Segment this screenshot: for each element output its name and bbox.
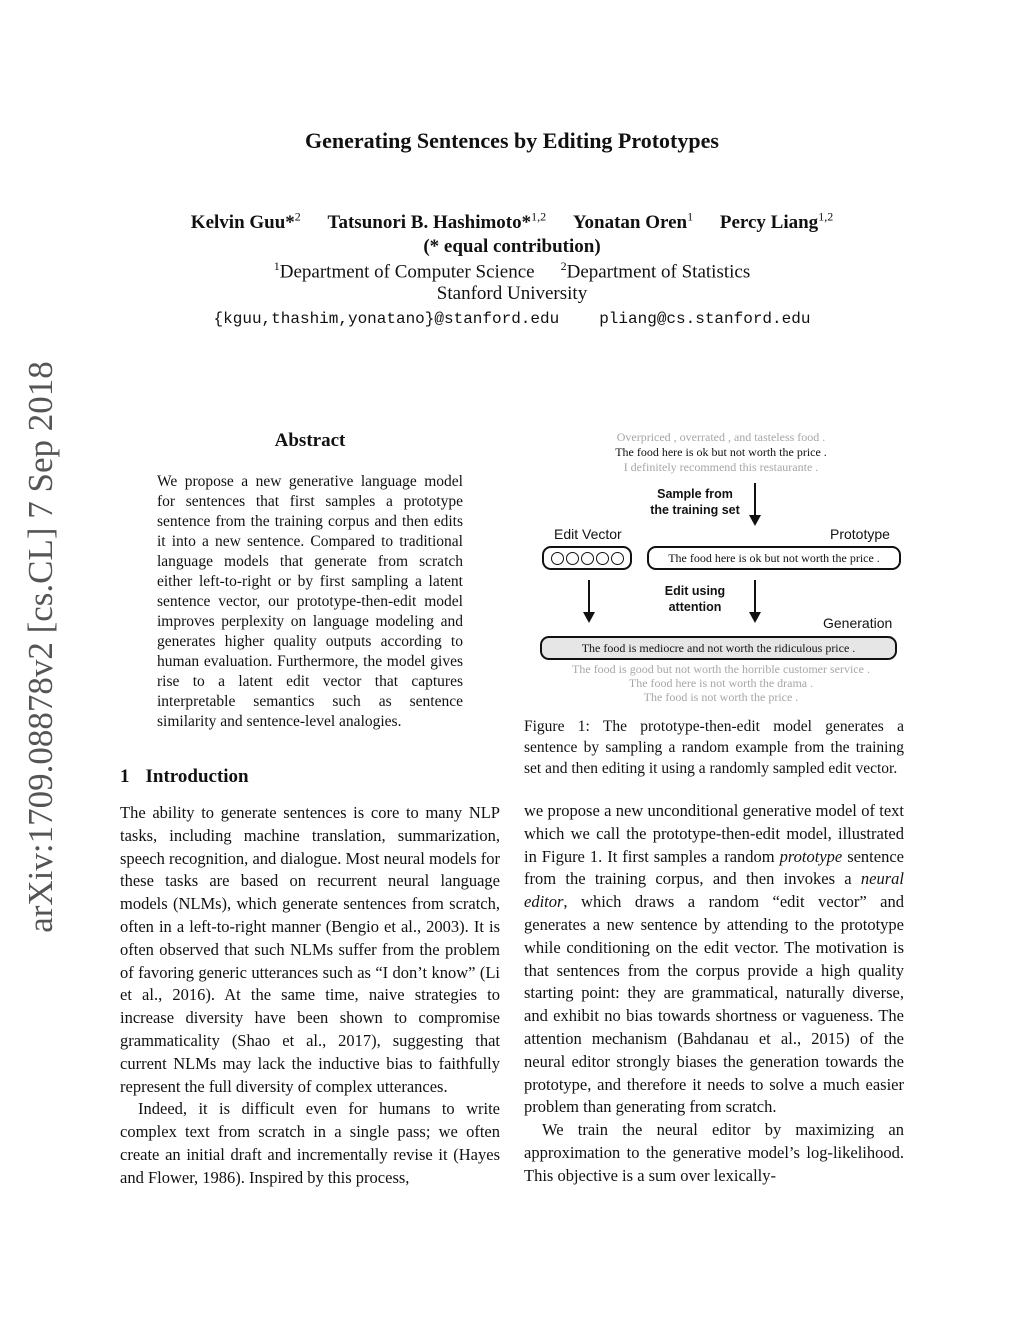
prototype-label: Prototype — [830, 526, 890, 542]
generation-label: Generation — [823, 615, 893, 631]
figure-1 — [530, 428, 905, 713]
other-output: The food is not worth the price . — [643, 690, 799, 704]
figure-caption: Figure 1: The prototype-then-edit model generates a sentence by sampling a random example from the training set and then editing it using a randomly sampled edit vector. — [524, 718, 904, 777]
author-emails — [0, 310, 1024, 328]
paragraph: The ability to generate sentences is core to many NLP tasks, including machine translation, summarization, speech recognition, and dialogue. Most neural models for these tasks are based on recurrent neural language models (NLMs), which generate sentences from scratch, often in a left-to-right manner (Bengio et al., 2003). It is often observed that such NLMs suffer from the problem of favoring generic utterances such as “I don’t know” (Li et al., 2016). At the same time, naive strategies to increase diversity have been shown to compromise grammaticality (Shao et al., 2017), suggesting that current NLMs may lack the inductive bias to faithfully represent the full diversity of complex utterances. — [120, 803, 500, 1096]
author: Kelvin Guu*$^2$ — [190, 210, 301, 234]
prototype-box: The food here is ok but not worth the price . — [647, 546, 901, 570]
vector-unit-icon — [566, 552, 579, 565]
edit-step-label: Edit using attention — [664, 584, 726, 614]
generation-box: The food is mediocre and not worth the ridiculous price . — [540, 636, 897, 660]
vector-unit-icon — [611, 552, 624, 565]
arxiv-identifier: arXiv:1709.08878v2 [cs.CL] 7 Sep 2018 — [21, 361, 60, 933]
left-column-body — [120, 802, 500, 1190]
author: Percy Liang$^{1,2}$ — [719, 210, 834, 234]
corpus-sentence-selected: The food here is ok but not worth the price . — [615, 445, 827, 459]
affiliations: $^1$Department of Computer Science $^2$Department of Statistics — [273, 259, 751, 283]
vector-unit-icon — [596, 552, 609, 565]
author-list — [0, 210, 1024, 234]
author: Yonatan Oren$^1$ — [572, 210, 694, 234]
paragraph: we propose a new unconditional generative model of text which we call the prototype-then-edit model, illustrated in Figure 1. It first samples a random prototype sentence from the training corpus, and then invokes a neural editor, which draws a random “edit vector” and generates a new sentence by attending to the prototype while conditioning on the edit vector. The motivation is that sentences from the corpus provide a high quality starting point: they are grammatical, naturally diverse, and exhibit no bias towards shortness or vagueness. The attention mechanism (Bahdanau et al., 2015) of the neural editor strongly biases the generation towards the prototype, and therefore it needs to solve a much easier problem than generating from scratch. — [524, 801, 904, 1117]
sample-step-label: Sample from the training set — [650, 487, 740, 517]
vector-unit-icon — [581, 552, 594, 565]
prototype-arrow — [748, 580, 762, 624]
email: {kguu,thashim,yonatano}@stanford.edu — [213, 310, 560, 328]
paragraph: We train the neural editor by maximizing an approximation to the generative model’s log-likelihood. This objective is a sum over lexically- — [524, 1120, 904, 1185]
edit-vector-arrow — [582, 580, 596, 624]
author: Tatsunori B. Hashimoto*$^{1,2}$ — [327, 210, 547, 234]
corpus-sentence: Overpriced , overrated , and tasteless food . — [616, 430, 826, 444]
email: pliang@cs.stanford.edu — [599, 310, 811, 328]
edit-vector-box — [542, 546, 632, 570]
sample-arrow — [748, 483, 762, 527]
university: Stanford University — [436, 283, 588, 304]
abstract-heading: Abstract — [274, 430, 346, 451]
other-output: The food here is not worth the drama . — [628, 676, 814, 690]
arxiv-stamp — [10, 361, 72, 933]
edit-vector-label: Edit Vector — [554, 526, 622, 542]
paper-title: Generating Sentences by Editing Prototypes — [305, 128, 719, 153]
corpus-sentence: I definitely recommend this restaurante . — [623, 460, 819, 474]
paragraph: Indeed, it is difficult even for humans to write complex text from scratch in a single pass; we often create an initial draft and incrementally revise it (Hayes and Flower, 1986). Inspired by this process, — [120, 1099, 500, 1187]
section-heading: 1 Introduction — [120, 766, 249, 787]
vector-unit-icon — [551, 552, 564, 565]
equal-contribution-note: (* equal contribution) — [423, 236, 601, 257]
right-column-body — [524, 800, 904, 1188]
other-output: The food is good but not worth the horrible customer service . — [572, 662, 870, 676]
abstract-text: We propose a new generative language model for sentences that first samples a prototype sentence from the training corpus and then edits it into a new sentence. Compared to traditional language models that generate from scratch either left-to-right or by first sampling a latent sentence vector, our prototype-then-edit model improves perplexity on language modeling and generates higher quality outputs according to human evaluation. Furthermore, the model gives rise to a latent edit vector that captures interpretable semantics such as sentence similarity and sentence-level analogies. — [157, 473, 463, 730]
